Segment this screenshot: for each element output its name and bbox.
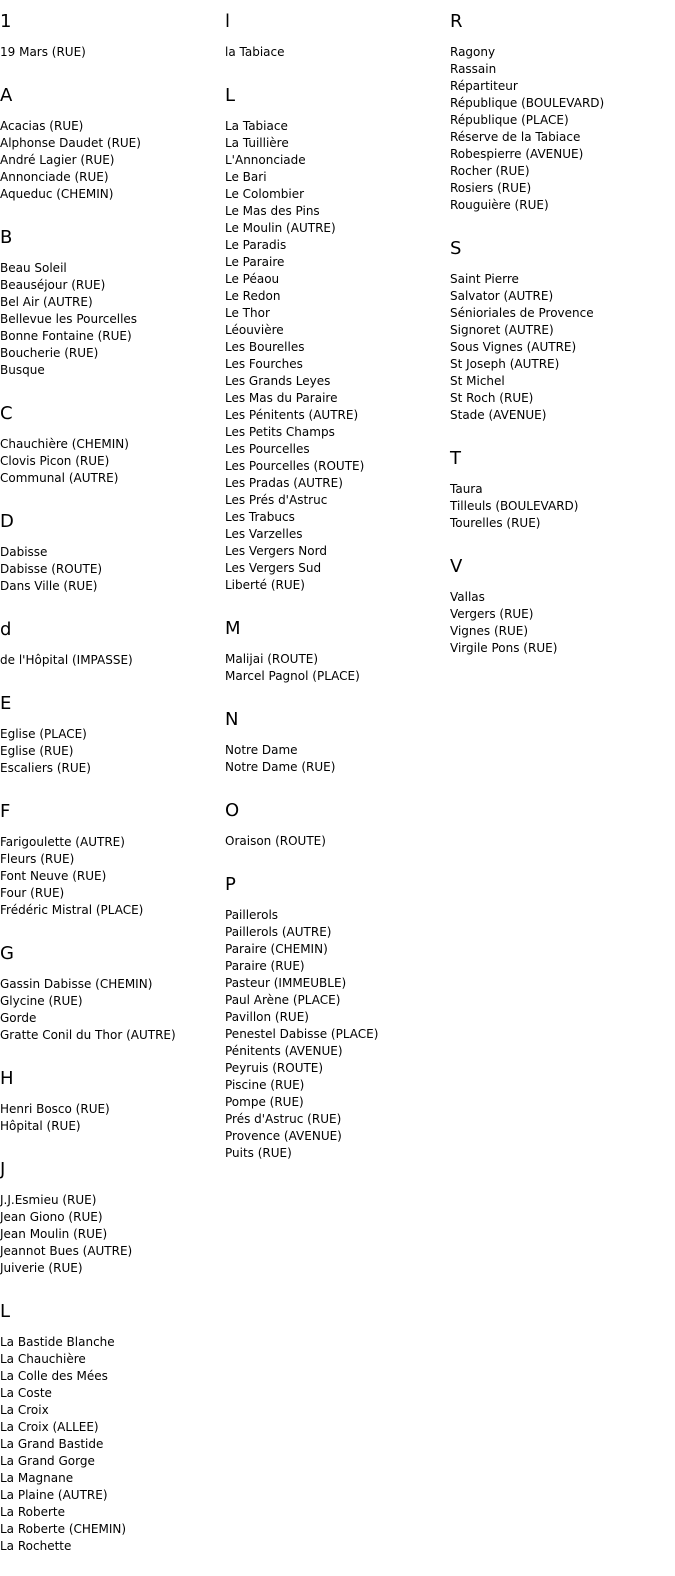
street-entry: Les Fourches (225, 357, 303, 371)
section-letter-heading: A (0, 85, 13, 106)
street-entry: Le Péaou (225, 272, 280, 286)
street-entry: Eglise (RUE) (0, 744, 74, 758)
street-list (0, 1192, 220, 1277)
letter-section (0, 224, 220, 379)
street-entry: Les Varzelles (225, 527, 303, 541)
street-entry: Frédéric Mistral (PLACE) (0, 903, 144, 917)
letter-section (0, 690, 220, 777)
section-letter-heading: N (225, 709, 239, 730)
street-entry: Dans Ville (RUE) (0, 579, 98, 593)
street-index-column-3 (450, 8, 670, 678)
letter-section (225, 8, 445, 61)
street-entry: Sénioriales de Provence (450, 306, 594, 320)
street-entry: Malijai (ROUTE) (225, 652, 319, 666)
street-list (450, 44, 670, 214)
street-entry: Pompe (RUE) (225, 1095, 304, 1109)
street-entry: La Plaine (AUTRE) (0, 1488, 108, 1502)
letter-section (0, 400, 220, 487)
street-entry: Le Moulin (AUTRE) (225, 221, 336, 235)
street-entry: Les Pradas (AUTRE) (225, 476, 343, 490)
street-entry: La Colle des Mées (0, 1369, 108, 1383)
street-entry: Les Petits Champs (225, 425, 335, 439)
letter-section (0, 616, 220, 669)
section-letter-heading: P (225, 874, 236, 895)
street-entry: La Grand Gorge (0, 1454, 95, 1468)
section-letter-heading: S (450, 238, 462, 259)
street-entry: Juiverie (RUE) (0, 1261, 83, 1275)
street-entry: Tilleuls (BOULEVARD) (450, 499, 579, 513)
street-list (0, 544, 220, 595)
street-entry: Léouvière (225, 323, 284, 337)
letter-section (0, 798, 220, 919)
street-entry: St Michel (450, 374, 505, 388)
street-entry: Notre Dame (RUE) (225, 760, 336, 774)
street-entry: Robespierre (AVENUE) (450, 147, 584, 161)
street-entry: Ragony (450, 45, 496, 59)
street-entry: La Croix (ALLEE) (0, 1420, 99, 1434)
letter-section (450, 445, 670, 532)
street-list (0, 976, 220, 1044)
letter-section (0, 8, 220, 61)
street-entry: Bonne Fontaine (RUE) (0, 329, 132, 343)
street-list (225, 118, 445, 594)
street-entry: Boucherie (RUE) (0, 346, 99, 360)
street-entry: St Joseph (AUTRE) (450, 357, 560, 371)
section-letter-heading: C (0, 403, 13, 424)
street-entry: Bellevue les Pourcelles (0, 312, 138, 326)
street-entry: Gassin Dabisse (CHEMIN) (0, 977, 153, 991)
street-entry: Vallas (450, 590, 485, 604)
section-letter-heading: 1 (0, 11, 12, 32)
street-entry: Signoret (AUTRE) (450, 323, 554, 337)
section-letter-heading: E (0, 693, 12, 714)
street-entry: Bel Air (AUTRE) (0, 295, 93, 309)
street-entry: Gratte Conil du Thor (AUTRE) (0, 1028, 176, 1042)
street-entry: Paraire (CHEMIN) (225, 942, 328, 956)
street-entry: Les Pourcelles (225, 442, 310, 456)
street-entry: Paillerols (AUTRE) (225, 925, 332, 939)
street-entry: Oraison (ROUTE) (225, 834, 326, 848)
street-list (450, 589, 670, 657)
street-entry: Farigoulette (AUTRE) (0, 835, 125, 849)
street-entry: Penestel Dabisse (PLACE) (225, 1027, 379, 1041)
street-entry: Dabisse (ROUTE) (0, 562, 103, 576)
street-entry: Beauséjour (RUE) (0, 278, 106, 292)
street-entry: Les Grands Leyes (225, 374, 331, 388)
letter-section (0, 1156, 220, 1277)
street-index-column-2 (225, 8, 445, 1183)
letter-section (450, 235, 670, 424)
street-entry: Clovis Picon (RUE) (0, 454, 110, 468)
street-entry: Chauchière (CHEMIN) (0, 437, 129, 451)
street-entry: Hôpital (RUE) (0, 1119, 81, 1133)
street-entry: Paillerols (225, 908, 279, 922)
street-entry: Henri Bosco (RUE) (0, 1102, 110, 1116)
letter-section (0, 1298, 220, 1555)
letter-section (225, 706, 445, 776)
street-list (450, 271, 670, 424)
street-entry: L'Annonciade (225, 153, 306, 167)
street-entry: Escaliers (RUE) (0, 761, 91, 775)
letter-section (0, 508, 220, 595)
section-letter-heading: B (0, 227, 13, 248)
street-entry: La Rochette (0, 1539, 72, 1553)
street-entry: Jean Moulin (RUE) (0, 1227, 108, 1241)
letter-section (0, 940, 220, 1044)
street-entry: La Tabiace (225, 119, 288, 133)
street-entry: Alphonse Daudet (RUE) (0, 136, 141, 150)
street-entry: Beau Soleil (0, 261, 67, 275)
street-entry: Vergers (RUE) (450, 607, 534, 621)
street-list (450, 481, 670, 532)
section-letter-heading: d (0, 619, 12, 640)
street-entry: Glycine (RUE) (0, 994, 83, 1008)
street-list (225, 651, 445, 685)
section-letter-heading: H (0, 1068, 14, 1089)
letter-section (225, 871, 445, 1162)
street-index-column-1 (0, 8, 220, 1576)
street-entry: Peyruis (ROUTE) (225, 1061, 324, 1075)
street-entry: Réserve de la Tabiace (450, 130, 581, 144)
street-entry: Four (RUE) (0, 886, 65, 900)
street-entry: Les Bourelles (225, 340, 305, 354)
section-letter-heading: l (225, 11, 231, 32)
street-entry: Pénitents (AVENUE) (225, 1044, 343, 1058)
street-entry: Piscine (RUE) (225, 1078, 305, 1092)
street-list (225, 833, 445, 850)
street-list (0, 260, 220, 379)
street-entry: Le Paraire (225, 255, 285, 269)
street-entry: Tourelles (RUE) (450, 516, 541, 530)
street-entry: Le Paradis (225, 238, 287, 252)
section-letter-heading: V (450, 556, 463, 577)
section-letter-heading: R (450, 11, 463, 32)
street-entry: Fleurs (RUE) (0, 852, 75, 866)
section-letter-heading: L (0, 1301, 11, 1322)
street-entry: Pavillon (RUE) (225, 1010, 309, 1024)
street-list (225, 44, 445, 61)
street-list (0, 1334, 220, 1555)
street-list (0, 726, 220, 777)
section-letter-heading: L (225, 85, 236, 106)
street-entry: J.J.Esmieu (RUE) (0, 1193, 97, 1207)
street-entry: Stade (AVENUE) (450, 408, 547, 422)
street-entry: La Magnane (0, 1471, 74, 1485)
street-entry: Prés d'Astruc (RUE) (225, 1112, 342, 1126)
street-entry: Les Pénitents (AUTRE) (225, 408, 359, 422)
street-entry: Sous Vignes (AUTRE) (450, 340, 577, 354)
street-entry: Le Thor (225, 306, 270, 320)
street-entry: Communal (AUTRE) (0, 471, 119, 485)
letter-section (450, 8, 670, 214)
street-list (0, 436, 220, 487)
letter-section (0, 1065, 220, 1135)
street-entry: Le Redon (225, 289, 281, 303)
street-entry: République (PLACE) (450, 113, 569, 127)
street-list (225, 907, 445, 1162)
street-entry: Les Mas du Paraire (225, 391, 338, 405)
street-entry: Taura (450, 482, 483, 496)
street-entry: Les Trabucs (225, 510, 295, 524)
street-entry: Rocher (RUE) (450, 164, 530, 178)
street-entry: Marcel Pagnol (PLACE) (225, 669, 360, 683)
street-entry: 19 Mars (RUE) (0, 45, 86, 59)
street-entry: La Tuillière (225, 136, 289, 150)
street-entry: La Croix (0, 1403, 49, 1417)
street-entry: Liberté (RUE) (225, 578, 305, 592)
section-letter-heading: G (0, 943, 14, 964)
section-letter-heading: J (0, 1159, 6, 1180)
street-entry: Le Colombier (225, 187, 305, 201)
street-entry: Pasteur (IMMEUBLE) (225, 976, 347, 990)
street-entry: La Roberte (0, 1505, 66, 1519)
street-entry: Annonciade (RUE) (0, 170, 109, 184)
street-list (0, 44, 220, 61)
street-entry: La Grand Bastide (0, 1437, 104, 1451)
street-entry: Le Bari (225, 170, 267, 184)
street-entry: La Coste (0, 1386, 52, 1400)
street-entry: Les Pourcelles (ROUTE) (225, 459, 365, 473)
street-entry: Vignes (RUE) (450, 624, 529, 638)
street-entry: St Roch (RUE) (450, 391, 534, 405)
letter-section (225, 615, 445, 685)
section-letter-heading: M (225, 618, 241, 639)
street-entry: la Tabiace (225, 45, 285, 59)
street-entry: Busque (0, 363, 45, 377)
street-entry: Les Prés d'Astruc (225, 493, 328, 507)
street-entry: Gorde (0, 1011, 37, 1025)
section-letter-heading: D (0, 511, 14, 532)
street-entry: de l'Hôpital (IMPASSE) (0, 653, 133, 667)
street-entry: Acacias (RUE) (0, 119, 84, 133)
street-entry: Les Vergers Nord (225, 544, 327, 558)
street-entry: La Bastide Blanche (0, 1335, 115, 1349)
street-entry: Dabisse (0, 545, 48, 559)
street-list (0, 118, 220, 203)
street-entry: Répartiteur (450, 79, 518, 93)
street-entry: Jeannot Bues (AUTRE) (0, 1244, 133, 1258)
street-entry: Eglise (PLACE) (0, 727, 87, 741)
street-entry: Aqueduc (CHEMIN) (0, 187, 114, 201)
section-letter-heading: F (0, 801, 11, 822)
street-entry: Notre Dame (225, 743, 298, 757)
street-entry: Jean Giono (RUE) (0, 1210, 103, 1224)
letter-section (0, 82, 220, 203)
street-entry: Salvator (AUTRE) (450, 289, 554, 303)
letter-section (450, 553, 670, 657)
street-entry: La Chauchière (0, 1352, 86, 1366)
street-entry: Les Vergers Sud (225, 561, 322, 575)
letter-section (225, 797, 445, 850)
street-entry: Provence (AVENUE) (225, 1129, 342, 1143)
street-list (0, 1101, 220, 1135)
street-entry: Paul Arène (PLACE) (225, 993, 341, 1007)
street-entry: André Lagier (RUE) (0, 153, 115, 167)
street-entry: La Roberte (CHEMIN) (0, 1522, 127, 1536)
street-entry: Puits (RUE) (225, 1146, 292, 1160)
section-letter-heading: O (225, 800, 240, 821)
street-entry: Rouguière (RUE) (450, 198, 549, 212)
street-list (0, 652, 220, 669)
street-entry: Rosiers (RUE) (450, 181, 532, 195)
street-list (225, 742, 445, 776)
street-entry: Paraire (RUE) (225, 959, 305, 973)
letter-section (225, 82, 445, 594)
street-entry: Le Mas des Pins (225, 204, 320, 218)
street-list (0, 834, 220, 919)
section-letter-heading: T (450, 448, 461, 469)
street-entry: Saint Pierre (450, 272, 519, 286)
street-entry: Virgile Pons (RUE) (450, 641, 558, 655)
street-entry: Font Neuve (RUE) (0, 869, 107, 883)
street-entry: Rassain (450, 62, 497, 76)
street-entry: République (BOULEVARD) (450, 96, 605, 110)
